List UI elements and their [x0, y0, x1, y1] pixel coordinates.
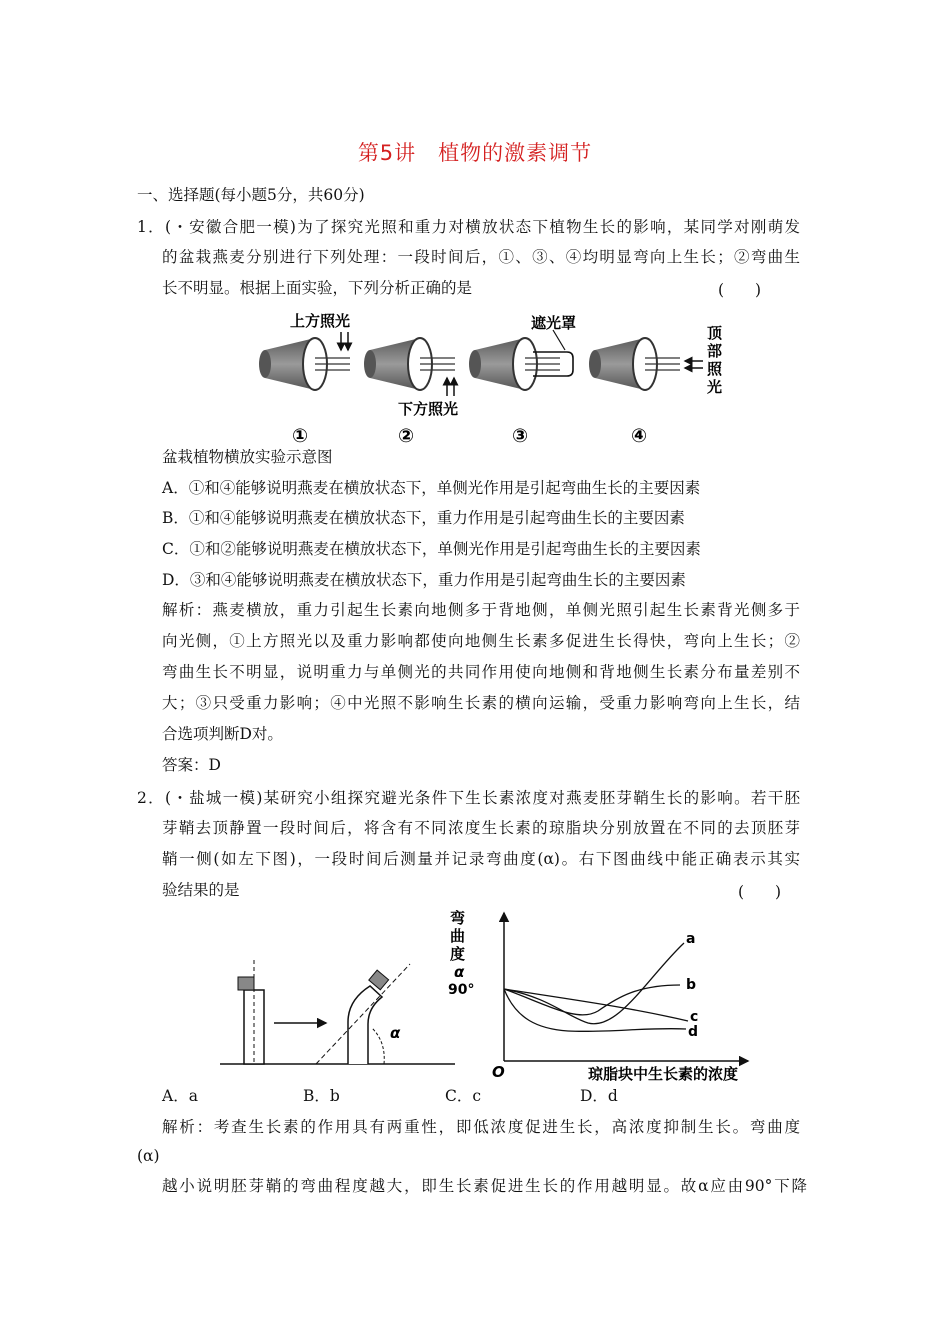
q1-analysis-line-1: 解析：燕麦横放，重力引起生长素向地侧多于背地侧，单侧光照引起生长素背光侧多于 [162, 601, 800, 619]
q1-option-a: A．①和④能够说明燕麦在横放状态下，单侧光作用是引起弯曲生长的主要因素 [162, 479, 701, 497]
q2-coleoptile-figure [220, 960, 460, 1070]
ylabel-char-1: 弯 [450, 909, 466, 927]
bent-coleoptile [348, 986, 382, 1064]
curve-b [504, 985, 680, 1015]
q1-stem-line-1: 1．(・安徽合肥一模)为了探究光照和重力对横放状态下植物生长的影响，某同学对刚萌发 [137, 218, 800, 236]
q2-stem-line-4: 验结果的是 [162, 881, 240, 899]
q2-option-a: A．a [162, 1087, 198, 1105]
q2-answer-bracket: ( ) [738, 883, 782, 901]
curve-label-b: b [686, 977, 697, 993]
q2-analysis-line-2: (α) [137, 1147, 160, 1165]
q1-figure [255, 308, 735, 450]
pot-number-4: ④ [631, 425, 648, 447]
q1-answer: 答案：D [162, 756, 221, 774]
q1-option-d: D．③和④能够说明燕麦在横放状态下，重力作用是引起弯曲生长的主要因素 [162, 571, 686, 589]
top-light-label: 上方照光 [290, 312, 351, 330]
shade-label: 遮光罩 [531, 314, 577, 332]
agar-block-left [238, 977, 254, 990]
curve-label-c: c [690, 1009, 699, 1025]
pot-number-1: ① [292, 425, 309, 447]
q1-analysis-line-2: 向光侧，①上方照光以及重力影响都使向地侧生长素多促进生长得快，弯向上生长；② [162, 632, 800, 650]
origin-label: O [492, 1063, 505, 1081]
pot-2 [364, 338, 455, 390]
tip-light-char-1: 顶 [707, 324, 723, 342]
curve-d [504, 989, 686, 1031]
q2-curve-chart [448, 905, 768, 1085]
section-heading: 一、选择题(每小题5分，共60分) [137, 186, 365, 204]
ylabel-char-2: 曲 [450, 927, 466, 945]
q1-figure-caption: 盆栽植物横放实验示意图 [162, 448, 333, 466]
q2-stem-line-1: 2．(・盐城一模)某研究小组探究避光条件下生长素浓度对燕麦胚芽鞘生长的影响。若干胚 [137, 789, 800, 807]
pot-3 [469, 330, 573, 390]
q2-option-c: C．c [445, 1087, 482, 1105]
q1-analysis-line-3: 弯曲生长不明显，说明重力与单侧光的共同作用使向地侧和背地侧生长素分布量差别不 [162, 663, 800, 681]
curve-label-d: d [688, 1024, 699, 1040]
q2-option-d: D．d [580, 1087, 618, 1105]
ytick-90: 90° [448, 982, 475, 998]
pot-4 [589, 338, 680, 390]
q1-stem-line-2: 的盆栽燕麦分别进行下列处理：一段时间后，①、③、④均明显弯向上生长；②弯曲生 [162, 248, 800, 266]
q1-analysis-line-4: 大；③只受重力影响；④中光照不影响生长素的横向运输，受重力影响弯向上生长，结 [162, 694, 800, 712]
tip-light-char-2: 部 [707, 342, 723, 360]
q1-stem-line-3: 长不明显。根据上面实验，下列分析正确的是 [162, 279, 473, 297]
q2-option-b: B．b [303, 1087, 340, 1105]
pot-1 [259, 338, 350, 390]
q1-option-c: C．①和②能够说明燕麦在横放状态下，单侧光作用是引起弯曲生长的主要因素 [162, 540, 701, 558]
page-title: 第5讲 植物的激素调节 [357, 141, 593, 165]
xlabel: 琼脂块中生长素的浓度 [588, 1065, 739, 1083]
curve-c [504, 989, 688, 1021]
ylabel-alpha: α [454, 963, 465, 981]
ylabel-char-3: 度 [450, 945, 466, 963]
angle-label: α [390, 1024, 401, 1042]
q1-answer-bracket: ( ) [718, 281, 762, 299]
q2-stem-line-3: 鞘一侧(如左下图)，一段时间后测量并记录弯曲度(α)。右下图曲线中能正确表示其实 [162, 850, 800, 868]
bottom-light-label: 下方照光 [398, 400, 459, 418]
q2-analysis-line-1: 解析：考查生长素的作用具有两重性，即低浓度促进生长，高浓度抑制生长。弯曲度 [162, 1118, 800, 1136]
tip-light-char-4: 光 [707, 378, 723, 396]
curve-label-a: a [686, 931, 696, 947]
q2-analysis-line-3: 越小说明胚芽鞘的弯曲程度越大，即生长素促进生长的作用越明显。故α应由90°下降 [162, 1177, 807, 1195]
pot-number-2: ② [398, 425, 415, 447]
curve-a [504, 943, 684, 1024]
q2-stem-line-2: 芽鞘去顶静置一段时间后，将含有不同浓度生长素的琼脂块分别放置在不同的去顶胚芽 [162, 819, 800, 837]
q1-analysis-line-5: 合选项判断D对。 [162, 725, 283, 743]
tip-light-char-3: 照 [707, 360, 723, 378]
pot-number-3: ③ [512, 425, 529, 447]
q1-option-b: B．①和④能够说明燕麦在横放状态下，重力作用是引起弯曲生长的主要因素 [162, 509, 685, 527]
